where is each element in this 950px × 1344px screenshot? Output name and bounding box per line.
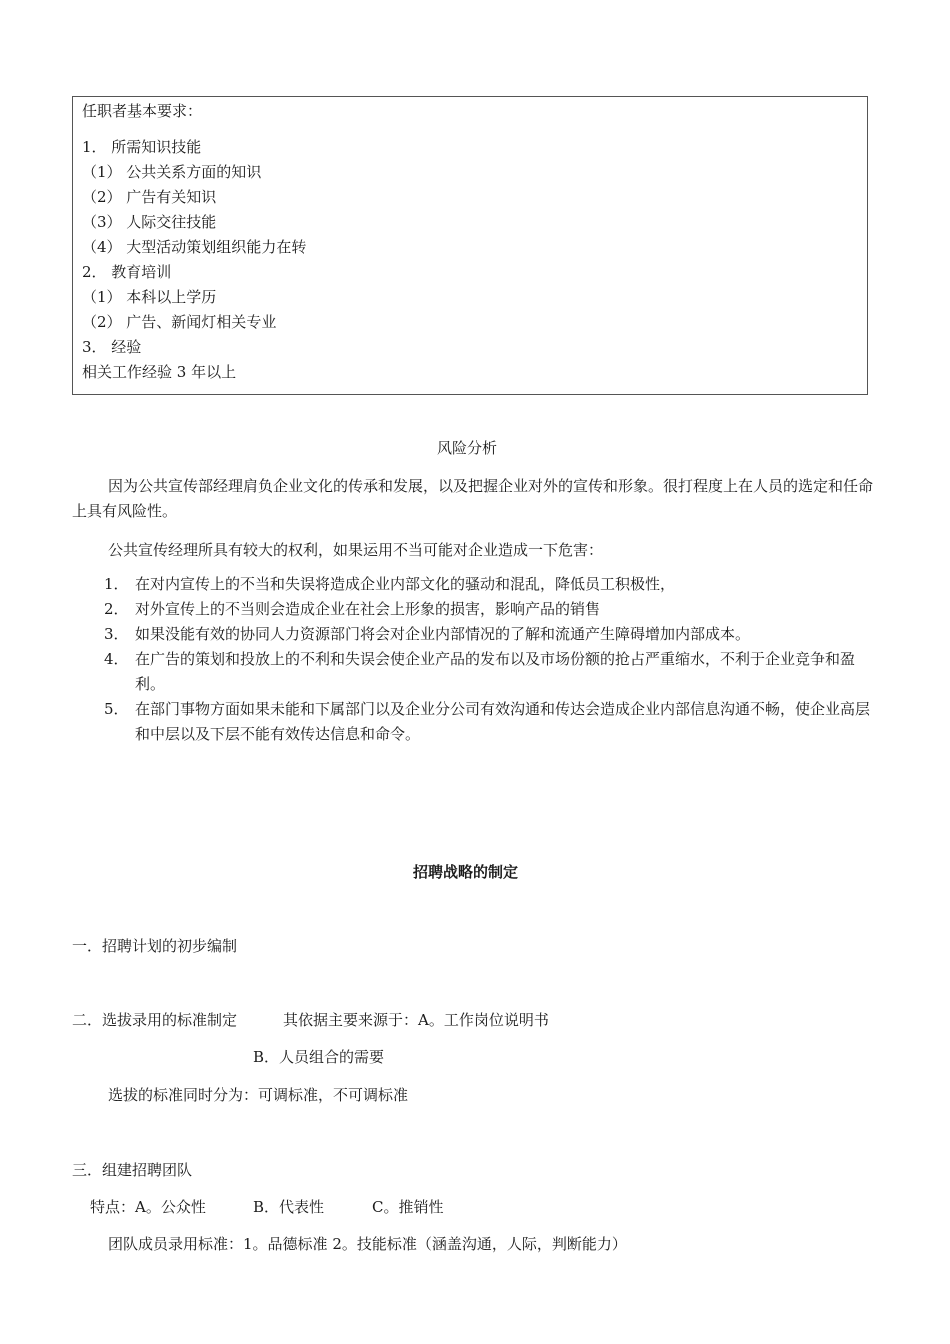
risk-item-number: 3．: [104, 625, 129, 643]
risk-item-text: 在部门事物方面如果未能和下属部门以及企业分公司有效沟通和传达会造成企业内部信息沟通不畅，使企业高层和中层以及下层不能有效传达信息和命令。: [135, 700, 871, 743]
req-line: 3． 经验: [82, 338, 142, 356]
risk-item-text: 在广告的策划和投放上的不利和失误会使企业产品的发布以及市场份额的抢占严重缩水，不利于企业竞争和盈利。: [135, 650, 856, 693]
risk-item-number: 2．: [104, 600, 129, 618]
req-line: （1） 本科以上学历: [82, 288, 217, 306]
risk-intro: 公共宣传经理所具有较大的权利，如果运用不当可能对企业造成一下危害：: [108, 541, 604, 559]
req-line: （2） 广告、新闻灯相关专业: [82, 313, 277, 331]
risk-item-number: 4．: [104, 650, 129, 668]
risk-paragraph: 因为公共宣传部经理肩负企业文化的传承和发展，以及把握企业对外的宣传和形象。很打程度上在人员的选定和任命上具有风险性。: [72, 477, 874, 520]
feature-a: 特点：A。公众性: [90, 1198, 206, 1216]
req-line: 1． 所需知识技能: [82, 138, 202, 156]
risk-item-text: 如果没能有效的协同人力资源部门将会对企业内部情况的了解和流通产生障碍增加内部成本。: [135, 625, 751, 643]
risk-heading: 风险分析: [437, 439, 498, 457]
feature-c: C。推销性: [372, 1198, 444, 1216]
risk-item-text: 在对内宣传上的不当和失误将造成企业内部文化的骚动和混乱，降低员工积极性，: [135, 575, 676, 593]
recruit-section-3: 三．组建招聘团队: [72, 1161, 193, 1179]
risk-item-text: 对外宣传上的不当则会造成企业在社会上形象的损害，影响产品的销售: [135, 600, 601, 618]
feature-b: B．代表性: [253, 1198, 325, 1216]
recruit-heading: 招聘战略的制定: [413, 863, 519, 881]
recruit-standards: 选拔的标准同时分为：可调标准，不可调标准: [108, 1086, 409, 1104]
recruit-section-2: 二．选拔录用的标准制定: [72, 1011, 238, 1029]
recruit-basis: 其依据主要来源于：A。工作岗位说明书: [283, 1011, 549, 1029]
risk-item-number: 5．: [104, 700, 129, 718]
recruit-section-1: 一．招聘计划的初步编制: [72, 937, 238, 955]
req-line: （3） 人际交往技能: [82, 213, 217, 231]
req-line: （4） 大型活动策划组织能力在转: [82, 238, 307, 256]
recruit-basis-b: B．人员组合的需要: [253, 1048, 385, 1066]
risk-item-number: 1．: [104, 575, 129, 593]
req-line: （1） 公共关系方面的知识: [82, 163, 262, 181]
requirements-title: 任职者基本要求：: [82, 102, 203, 120]
req-line: （2） 广告有关知识: [82, 188, 217, 206]
team-standards: 团队成员录用标准：1。品德标准 2。技能标准（涵盖沟通，人际，判断能力）: [108, 1235, 627, 1253]
req-line: 2． 教育培训: [82, 263, 172, 281]
req-line: 相关工作经验 3 年以上: [82, 363, 237, 381]
